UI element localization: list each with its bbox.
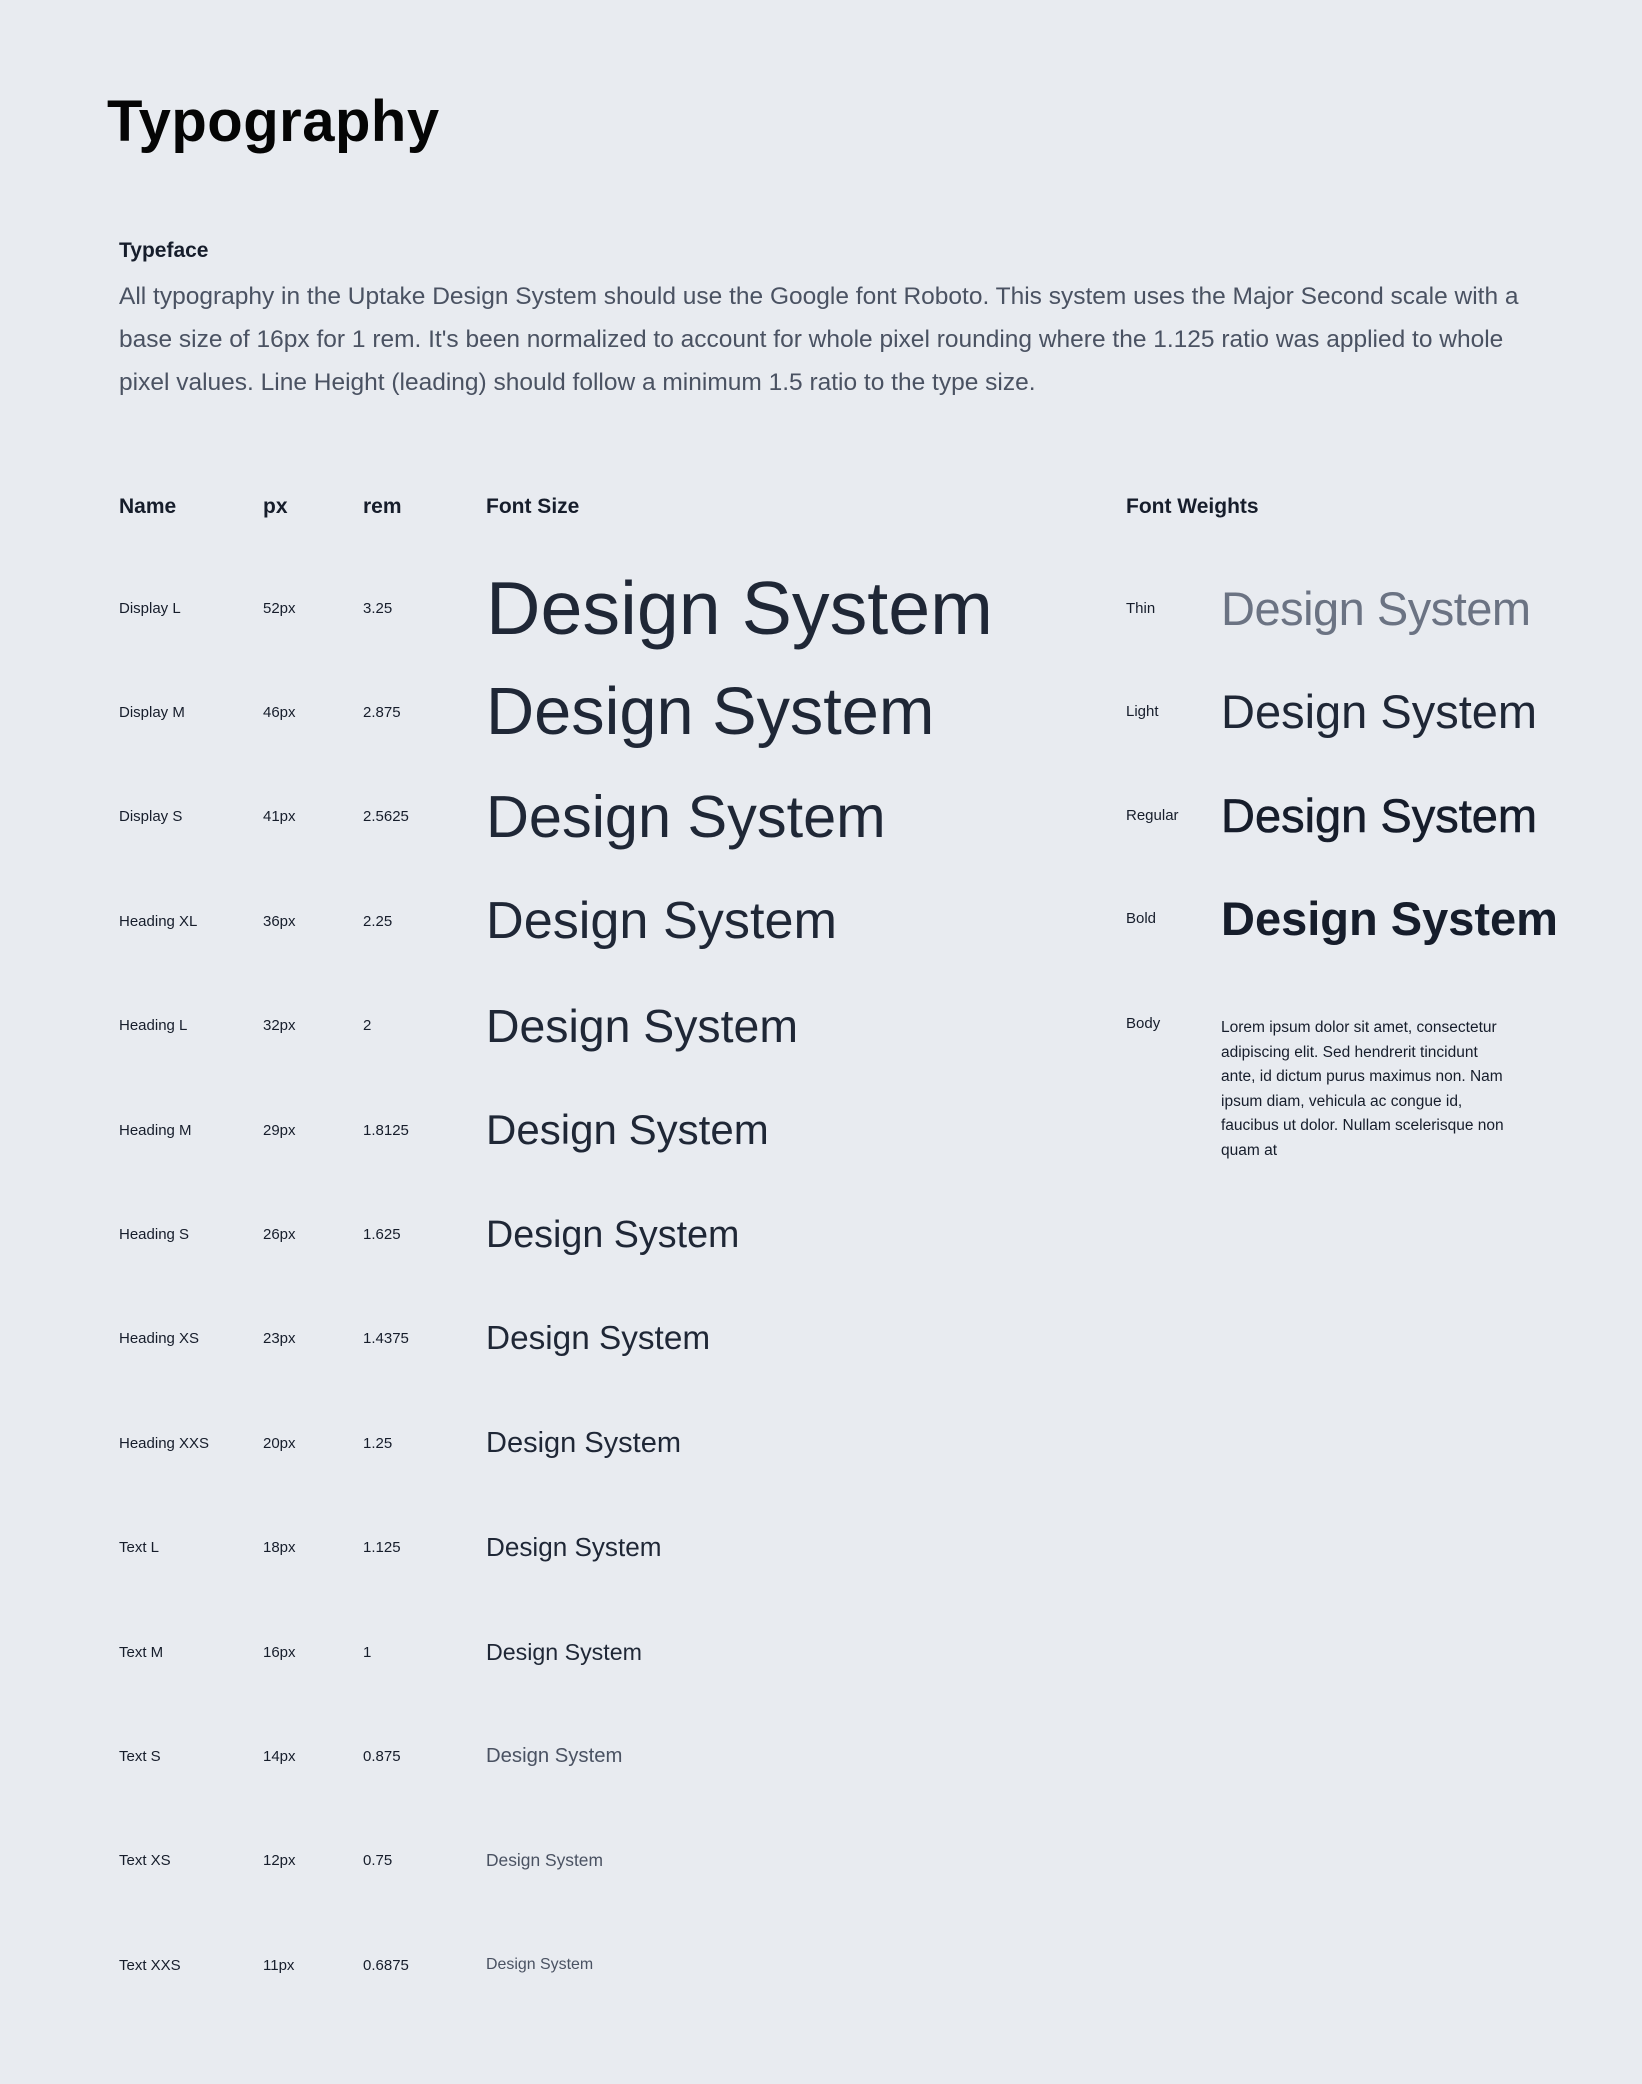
font-weight-row-thin xyxy=(0,556,1642,660)
type-scale-row xyxy=(0,974,1100,1078)
typeface-description: All typography in the Uptake Design System should use the Google font Roboto. This system uses the Major Second scale with a base size of 16px for 1 rem. It's been normalized to account for whole pixel rounding where the 1.125 ratio was applied to whole pixel values. Line Height (leading) should follow a minimum 1.5 ratio to the type size. xyxy=(119,283,1519,396)
type-style-sample: Design System xyxy=(486,566,993,650)
type-style-px: 11px xyxy=(263,1956,295,1974)
column-header-name: Name xyxy=(119,495,177,518)
type-style-name: Heading M xyxy=(119,1121,192,1139)
type-style-px: 41px xyxy=(263,808,296,826)
type-scale-row xyxy=(0,1913,1100,2017)
type-style-sample: Design System xyxy=(486,1850,603,1871)
font-weight-label: Thin xyxy=(1126,599,1156,617)
type-style-px: 12px xyxy=(263,1852,296,1870)
type-style-sample: Design System xyxy=(486,1426,682,1459)
type-scale-row xyxy=(0,1809,1100,1913)
type-scale-row xyxy=(0,1391,1100,1495)
font-weight-row-bold xyxy=(0,866,1642,970)
type-style-sample: Design System xyxy=(486,1638,642,1665)
type-scale-row xyxy=(0,1496,1100,1600)
column-header-px: px xyxy=(263,495,288,518)
font-weight-label: Light xyxy=(1126,702,1159,720)
type-style-rem: 2.875 xyxy=(363,703,401,721)
type-style-name: Heading XL xyxy=(119,912,198,930)
type-style-sample: Design System xyxy=(486,1319,711,1357)
type-style-rem: 1.4375 xyxy=(363,1330,409,1348)
font-weight-row-light xyxy=(0,659,1642,763)
typeface-heading: Typeface xyxy=(119,239,209,262)
font-weight-sample-bold: Design System xyxy=(1221,891,1558,945)
column-header-font-size: Font Size xyxy=(486,495,580,518)
type-style-sample: Design System xyxy=(486,783,886,851)
type-style-rem: 1 xyxy=(363,1643,372,1661)
type-style-px: 32px xyxy=(263,1017,296,1035)
type-style-name: Heading L xyxy=(119,1017,188,1035)
type-style-rem: 2 xyxy=(363,1017,372,1035)
type-style-name: Display L xyxy=(119,599,181,617)
type-style-px: 20px xyxy=(263,1434,296,1452)
font-weight-label: Regular xyxy=(1126,806,1179,824)
type-style-rem: 1.125 xyxy=(363,1539,401,1557)
type-style-px: 36px xyxy=(263,912,296,930)
type-style-sample: Design System xyxy=(486,1532,662,1563)
type-style-px: 18px xyxy=(263,1539,296,1557)
type-style-sample: Design System xyxy=(486,1956,594,1974)
type-style-rem: 0.75 xyxy=(363,1852,393,1870)
column-header-rem: rem xyxy=(363,495,402,518)
font-weight-sample-regular: Design System xyxy=(1221,788,1538,842)
type-style-name: Display S xyxy=(119,808,183,826)
type-style-name: Heading S xyxy=(119,1225,190,1243)
body-sample-text: Lorem ipsum dolor sit amet, consectetur adipiscing elit. Sed hendrerit tincidunt ante, id dictum purus maximus non. Nam ipsum diam, vehicula ac congue id, faucibus ut dolor. Nullam scelerisque non quam at xyxy=(1221,1019,1504,1159)
column-header-font-weights: Font Weights xyxy=(1126,495,1259,518)
type-style-name: Text S xyxy=(119,1747,161,1765)
font-weight-row-regular xyxy=(0,763,1642,867)
type-scale-row xyxy=(0,1287,1100,1391)
font-weight-label: Bold xyxy=(1126,909,1157,927)
type-style-name: Display M xyxy=(119,703,185,721)
type-scale-row xyxy=(0,1704,1100,1808)
type-style-sample: Design System xyxy=(486,1212,740,1255)
type-style-rem: 1.625 xyxy=(363,1225,401,1243)
type-scale-row xyxy=(0,1078,1100,1182)
type-style-name: Text L xyxy=(119,1539,160,1557)
type-style-name: Text M xyxy=(119,1643,164,1661)
font-weight-sample-thin: Design System xyxy=(1221,581,1531,635)
page-title: Typography xyxy=(107,89,440,154)
type-style-px: 52px xyxy=(263,599,296,617)
type-style-rem: 2.5625 xyxy=(363,808,409,826)
type-style-px: 23px xyxy=(263,1330,296,1348)
type-style-rem: 1.8125 xyxy=(363,1121,409,1139)
type-style-rem: 0.6875 xyxy=(363,1956,409,1974)
type-scale-row xyxy=(0,1182,1100,1286)
body-sample-label: Body xyxy=(1126,1015,1161,1032)
type-style-name: Heading XS xyxy=(119,1330,200,1348)
type-style-sample: Design System xyxy=(486,892,837,951)
type-style-px: 26px xyxy=(263,1225,296,1243)
type-style-rem: 2.25 xyxy=(363,912,393,930)
type-style-name: Text XS xyxy=(119,1852,171,1870)
font-weight-sample-light: Design System xyxy=(1221,684,1538,738)
type-style-px: 14px xyxy=(263,1747,296,1765)
type-style-px: 29px xyxy=(263,1121,296,1139)
type-scale-row xyxy=(0,1600,1100,1704)
type-style-px: 16px xyxy=(263,1643,296,1661)
type-style-sample: Design System xyxy=(486,1106,769,1153)
type-style-px: 46px xyxy=(263,703,296,721)
type-style-name: Heading XXS xyxy=(119,1434,210,1452)
type-style-rem: 1.25 xyxy=(363,1434,393,1452)
type-style-sample: Design System xyxy=(486,999,798,1052)
type-style-sample: Design System xyxy=(486,675,935,750)
type-style-rem: 0.875 xyxy=(363,1747,401,1765)
type-style-sample: Design System xyxy=(486,1744,623,1767)
type-style-rem: 3.25 xyxy=(363,599,393,617)
type-style-name: Text XXS xyxy=(119,1956,181,1974)
